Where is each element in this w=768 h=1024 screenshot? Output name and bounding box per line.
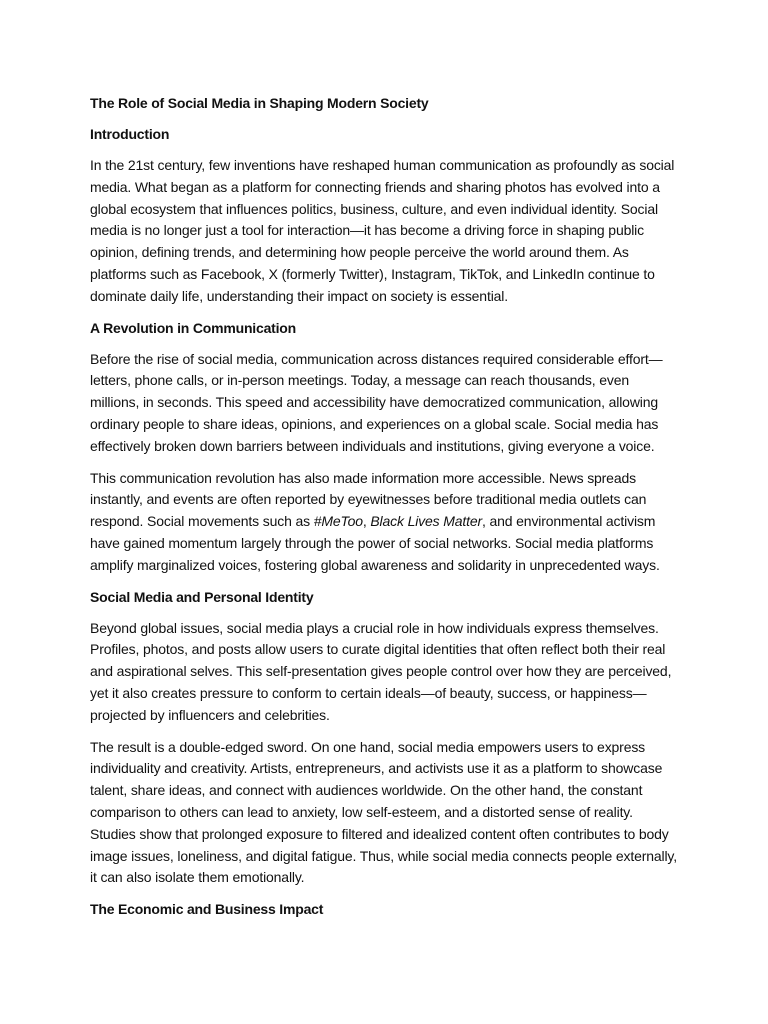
emphasis-blm: Black Lives Matter [370,513,483,530]
paragraph: In the 21st century, few inventions have reshaped human communication as profoundly as social media. What began as a platform for connecting friends and sharing photos has evolved into a global ecosystem that influences politics, business, culture, and even individual identity. Social media is no longer just a tool for interaction—it has become a driving force in shaping public opinion, defining trends, and determining how people perceive the world around them. As platforms such as Facebook, X (formerly Twitter), Instagram, TikTok, and LinkedIn continue to dominate daily life, understanding their impact on society is essential. [90,157,675,304]
document-page [90,88,680,930]
emphasis-metoo: #MeToo [313,513,363,530]
document-title: The Role of Social Media in Shaping Modern Society [90,95,429,111]
paragraph-with-emphasis [90,468,680,577]
text-run: , and environmental activism have gained momentum largely through the power of social networks. Social media platforms amplify marginalized voices, fostering global awareness and solidarity in unprecedented ways. [90,513,660,573]
paragraph: Beyond global issues, social media plays a crucial role in how individuals express themselves. Profiles, photos, and posts allow users to curate digital identities that often reflect both their real and aspirational selves. This self-presentation gives people control over how they are perceived, yet it also creates pressure to conform to certain ideals—of beauty, success, or happiness—projected by influencers and celebrities. [90,619,672,723]
text-run: , [362,513,371,530]
section-heading-economic: The Economic and Business Impact [90,901,324,918]
section-heading-revolution: A Revolution in Communication [90,319,297,336]
section-heading-introduction: Introduction [90,126,170,142]
section-heading-identity: Social Media and Personal Identity [90,588,314,605]
paragraph: Before the rise of social media, communication across distances required considerable effort—letters, phone calls, or in-person meetings. Today, a message can reach thousands, even millions, in seconds. This speed and accessibility have democratized communication, allowing ordinary people to share ideas, opinions, and experiences on a global scale. Social media has effectively broken down barriers between individuals and institutions, giving everyone a voice. [90,350,663,454]
text-run: This communication revolution has also made information more accessible. News spreads instantly, and events are often reported by eyewitnesses before traditional media outlets can respond. Social movements such as [90,469,647,530]
paragraph: The result is a double-edged sword. On one hand, social media empowers users to express individuality and creativity. Artists, entrepreneurs, and activists use it as a platform to showcase talent, share ideas, and connect with audiences worldwide. On the other hand, the constant comparison to others can lead to anxiety, low self-esteem, and a distorted sense of reality. Studies show that prolonged exposure to filtered and idealized content often contributes to body image issues, loneliness, and digital fatigue. Thus, while social media connects people externally, it can also isolate them emotionally. [90,738,677,886]
